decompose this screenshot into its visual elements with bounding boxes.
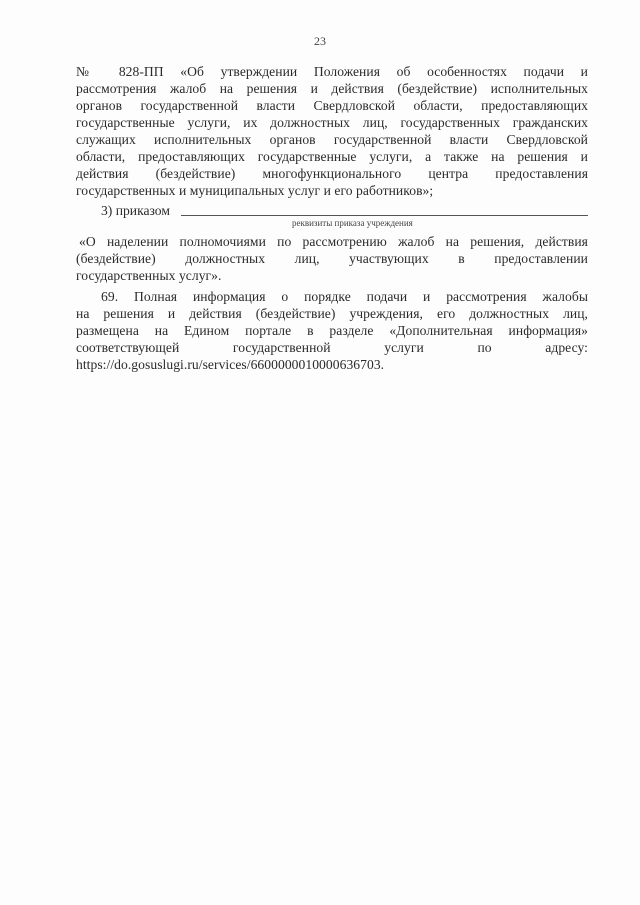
- text-line: 69. Полная информация о порядке подачи и рассмотрения жалобы: [101, 289, 588, 304]
- text-line: органов государственной власти Свердловской области, предоставляющих: [76, 98, 588, 113]
- order-requisites-blank-line: [181, 215, 588, 216]
- text-line: соответствующей государственной услуги по адресу:: [76, 340, 588, 355]
- text-line: области, предоставляющих государственные услуги, а также на решения и: [76, 149, 588, 164]
- text-line: № 828-ПП «Об утверждении Положения об особенностях подачи и: [76, 64, 588, 79]
- page-number: 23: [314, 34, 326, 48]
- text-line: (бездействие) должностных лиц, участвующих в предоставлении: [76, 251, 588, 266]
- text-line: государственных и муниципальных услуг и его работников»;: [76, 183, 434, 198]
- text-line: государственные услуги, их должностных лиц, государственных гражданских: [76, 115, 588, 130]
- text-line: государственных услуг».: [76, 268, 222, 283]
- text-line: рассмотрения жалоб на решения и действия (бездействие) исполнительных: [76, 81, 588, 96]
- text-line: служащих исполнительных органов государственной власти Свердловской: [76, 132, 588, 147]
- order-requisites-caption: реквизиты приказа учреждения: [292, 218, 413, 228]
- text-line: размещена на Едином портале в разделе «Дополнительная информация»: [76, 323, 588, 338]
- text-line: на решения и действия (бездействие) учреждения, его должностных лиц,: [76, 306, 588, 321]
- order-label: 3) приказом: [101, 203, 170, 218]
- text-line: «О наделении полномочиями по рассмотрению жалоб на решения, действия: [79, 234, 588, 249]
- gosuslugi-url-text: https://do.gosuslugi.ru/services/6600000010000636703.: [76, 357, 385, 372]
- text-line: действия (бездействие) многофункционального центра предоставления: [76, 166, 588, 181]
